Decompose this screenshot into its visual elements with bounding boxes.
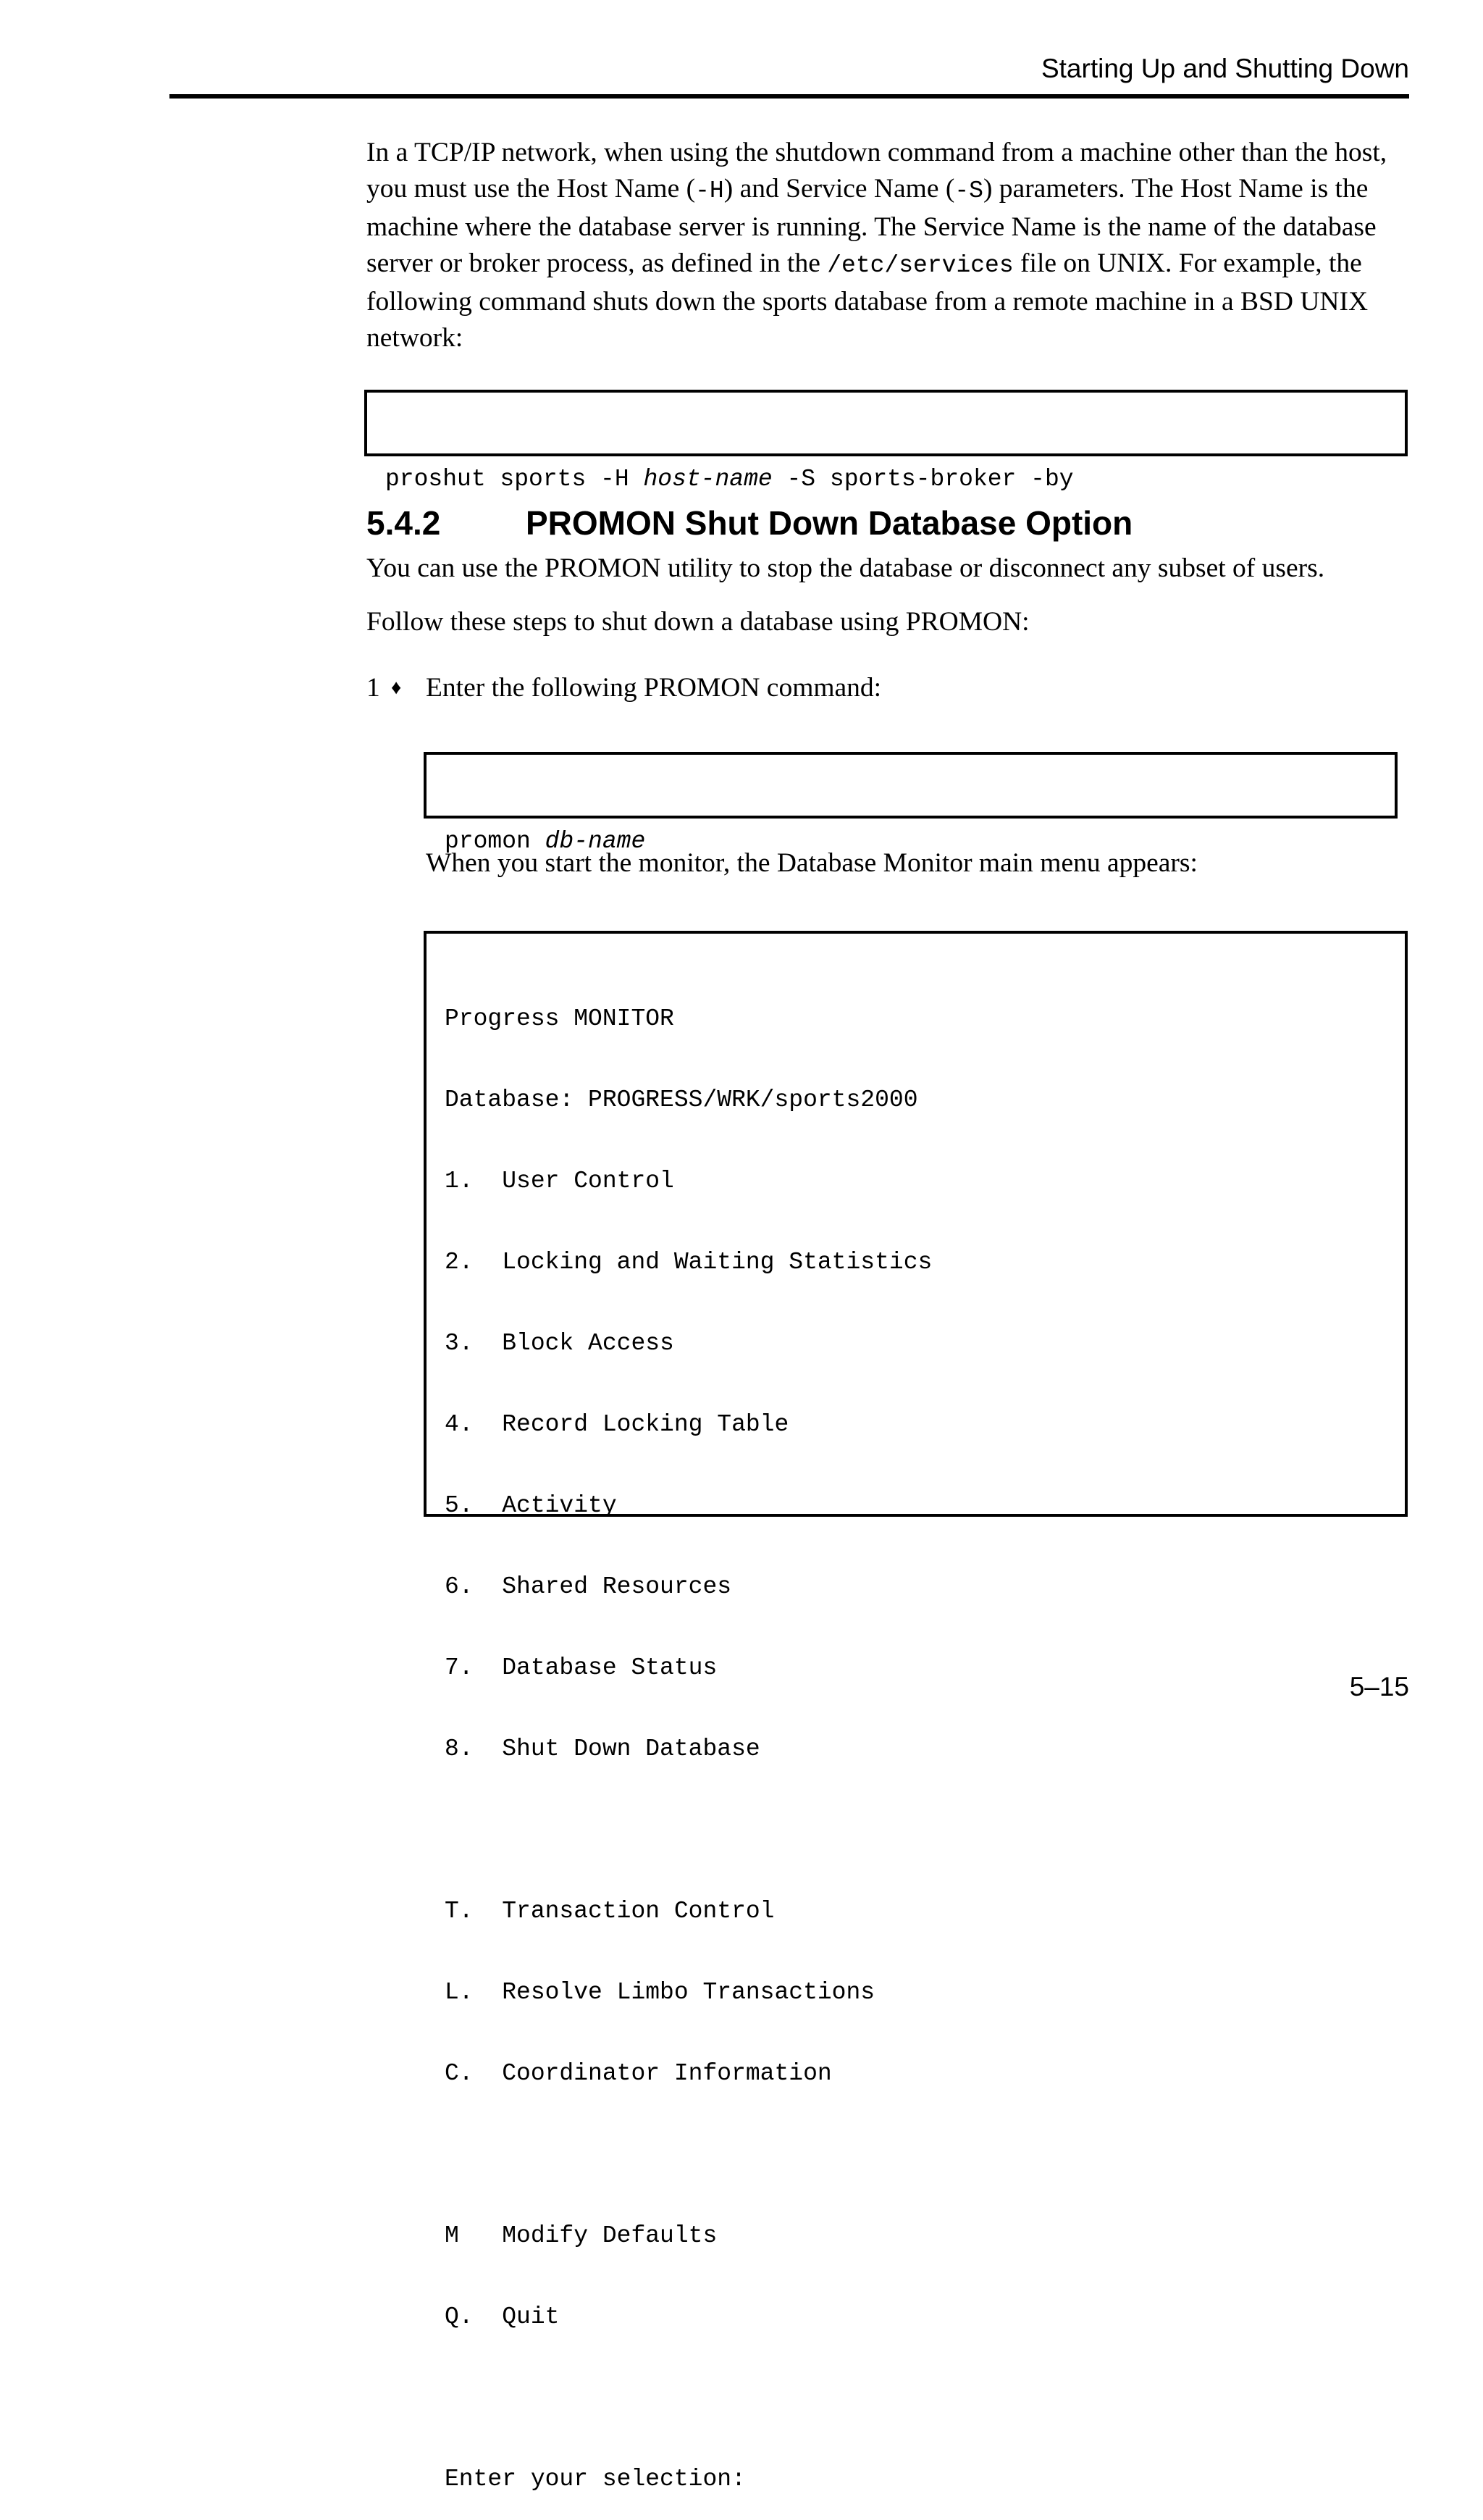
menu-item-block-access: 3. Block Access (445, 1330, 674, 1357)
menu-item-activity: 5. Activity (445, 1492, 617, 1519)
section-number: 5.4.2 (366, 504, 441, 542)
running-header: Starting Up and Shutting Down (1041, 54, 1409, 83)
host-name-flag: -H (695, 177, 724, 204)
service-name-flag: -S (954, 177, 983, 204)
intro-text-3: ) parameters. The Host Name is the machine where the database server is running. The Service Name is the name of the database server or broker process, as defined in the (366, 174, 1377, 278)
menu-item-resolve-limbo: L. Resolve Limbo Transactions (445, 1979, 875, 2006)
menu-item-user-control: 1. User Control (445, 1168, 674, 1194)
db-name-argument: db-name (545, 828, 646, 855)
intro-text-2: ) and Service Name ( (723, 174, 955, 204)
step-text: Enter the following PROMON command: (426, 673, 882, 703)
monitor-database-line: Database: PROGRESS/WRK/sports2000 (445, 1087, 918, 1113)
proshut-command-box (364, 390, 1408, 493)
menu-item-database-status: 7. Database Status (445, 1654, 718, 1681)
menu-blank-line (445, 2141, 1405, 2169)
body-paragraph-1: You can use the PROMON utility to stop the database or disconnect any subset of users. (366, 553, 1325, 583)
promon-command-start: promon (445, 828, 545, 855)
host-name-argument: host-name (643, 466, 773, 493)
menu-item-modify-defaults: M Modify Defaults (445, 2222, 718, 2249)
step-number: 1 (366, 673, 380, 703)
menu-item-shared-resources: 6. Shared Resources (445, 1573, 732, 1600)
menu-item-record-locking: 4. Record Locking Table (445, 1411, 789, 1438)
step-note: When you start the monitor, the Database Monitor main menu appears: (426, 848, 1198, 878)
proshut-command-start: proshut sports -H (385, 466, 644, 493)
diamond-bullet-icon: ♦ (391, 677, 402, 699)
menu-item-coordinator-info: C. Coordinator Information (445, 2060, 832, 2087)
menu-item-locking-waiting: 2. Locking and Waiting Statistics (445, 1249, 933, 1276)
promon-command-box (424, 752, 1398, 855)
proshut-command-end: -S sports-broker -by (772, 466, 1074, 493)
page-number: 5–15 (1349, 1672, 1409, 1701)
menu-blank-line (445, 1817, 1405, 1844)
menu-item-quit: Q. Quit (445, 2303, 560, 2330)
header-rule (169, 94, 1409, 99)
menu-item-transaction-control: T. Transaction Control (445, 1898, 775, 1925)
menu-item-shut-down: 8. Shut Down Database (445, 1736, 760, 1762)
monitor-title-line: Progress MONITOR (445, 1005, 674, 1032)
section-title: PROMON Shut Down Database Option (526, 504, 1133, 542)
menu-blank-line (445, 2385, 1405, 2412)
selection-prompt: Enter your selection: (445, 2466, 746, 2492)
proshut-command-line (385, 466, 1405, 493)
services-file-path: /etc/services (827, 252, 1014, 279)
intro-text-1: In a TCP/IP network, when using the shutdown command from a machine other than the host, you must use the Host Name ( (366, 138, 1387, 204)
intro-text-4: file on UNIX. For example, the following command shuts down the sports database from a remote machine in a BSD UNIX network: (366, 248, 1369, 353)
body-paragraph-2: Follow these steps to shut down a database using PROMON: (366, 607, 1030, 637)
intro-paragraph (366, 135, 1409, 356)
